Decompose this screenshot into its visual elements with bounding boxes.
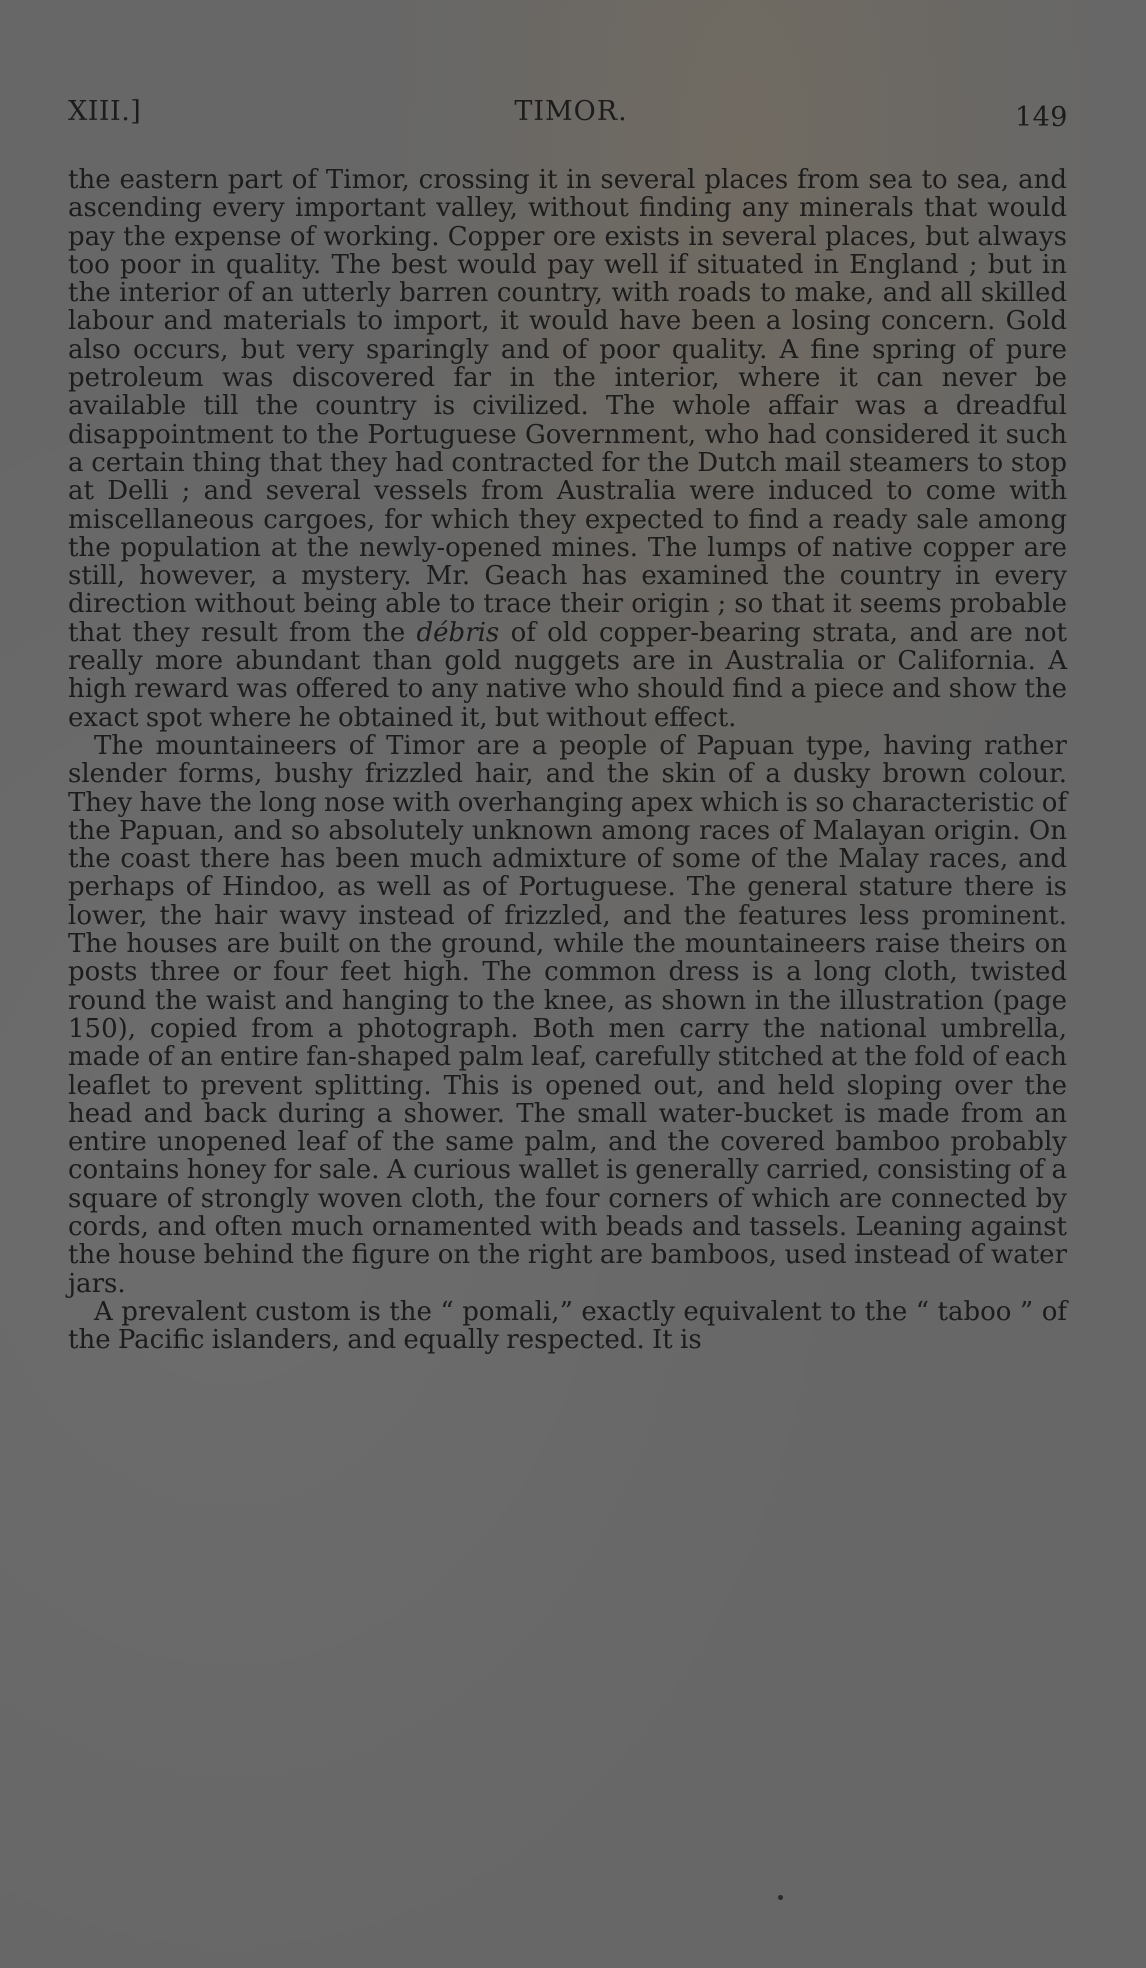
- body-text: [68, 166, 1067, 1354]
- paragraph-mountaineers: [68, 732, 1067, 1298]
- paragraph-text: the eastern part of Timor, crossing it in several places from sea to sea, and ascending every important valley, without finding any minerals that would pay the expense of working. Copper ore exists in several places, but always too poor in quality. The best would pay well if situated in England ; but in the interior of an utterly barren country, with roads to make, and all skilled labour and materials to import, it would have been a losing concern. Gold also occurs, but very sparingly and of poor quality. A fine spring of pure petroleum was discovered far in the interior, where it can never be available till the country is civilized. The whole affair was a dreadful disappointment to the Portuguese Government, who had considered it such a certain thing that they had contracted for the Dutch mail steamers to stop at Delli ; and several vessels from Australia were induced to come with miscellaneous cargoes, for which they expected to find a ready sale among the population at the newly-opened mines. The lumps of native copper are still, however, a mystery. Mr. Geach has examined the country in every direction without being able to trace their origin ; so that it seems probable that they result from the: [68, 165, 1067, 648]
- paragraph-pomali: [68, 1298, 1067, 1355]
- italic-term: débris: [416, 617, 500, 648]
- print-speck: [778, 1895, 783, 1900]
- page-number: 149: [1014, 102, 1068, 133]
- paragraph-mining: [68, 166, 1067, 732]
- chapter-number: XIII.]: [68, 96, 142, 127]
- paragraph-text: of old copper-bearing strata, and are not really more abundant than gold nuggets are in Australia or California. A high reward was offered to any native who should find a piece and show the exact spot where he obtained it, but without effect.: [68, 617, 1068, 733]
- running-head: [68, 96, 1074, 136]
- paragraph-text: The mountaineers of Timor are a people of Papuan type, having rather slender forms, bushy frizzled hair, and the skin of a dusky brown colour. They have the long nose with overhanging apex which is so characteristic of the Papuan, and so absolutely unknown among races of Malayan origin. On the coast there has been much admixture of some of the Malay races, and perhaps of Hindoo, as well as of Portuguese. The general stature there is lower, the hair wavy instead of frizzled, and the features less prominent. The houses are built on the ground, while the mountaineers raise theirs on posts three or four feet high. The common dress is a long cloth, twisted round the waist and hanging to the knee, as shown in the illustration (page 150), copied from a photograph. Both men carry the national umbrella, made of an entire fan-shaped palm leaf, carefully stitched at the fold of each leaflet to prevent splitting. This is opened out, and held sloping over the head and back during a shower. The small water-bucket is made from an entire unopened leaf of the same palm, and the covered bamboo probably contains honey for sale. A curious wallet is generally carried, consisting of a square of strongly woven cloth, the four corners of which are connected by cords, and often much ornamented with beads and tassels. Leaning against the house behind the figure on the right are bamboos, used instead of water jars.: [68, 730, 1067, 1299]
- page-title: TIMOR.: [514, 96, 628, 127]
- paragraph-text: A prevalent custom is the “ pomali,” exactly equivalent to the “ taboo ” of the Pacific islanders, and equally respected. It is: [68, 1296, 1067, 1356]
